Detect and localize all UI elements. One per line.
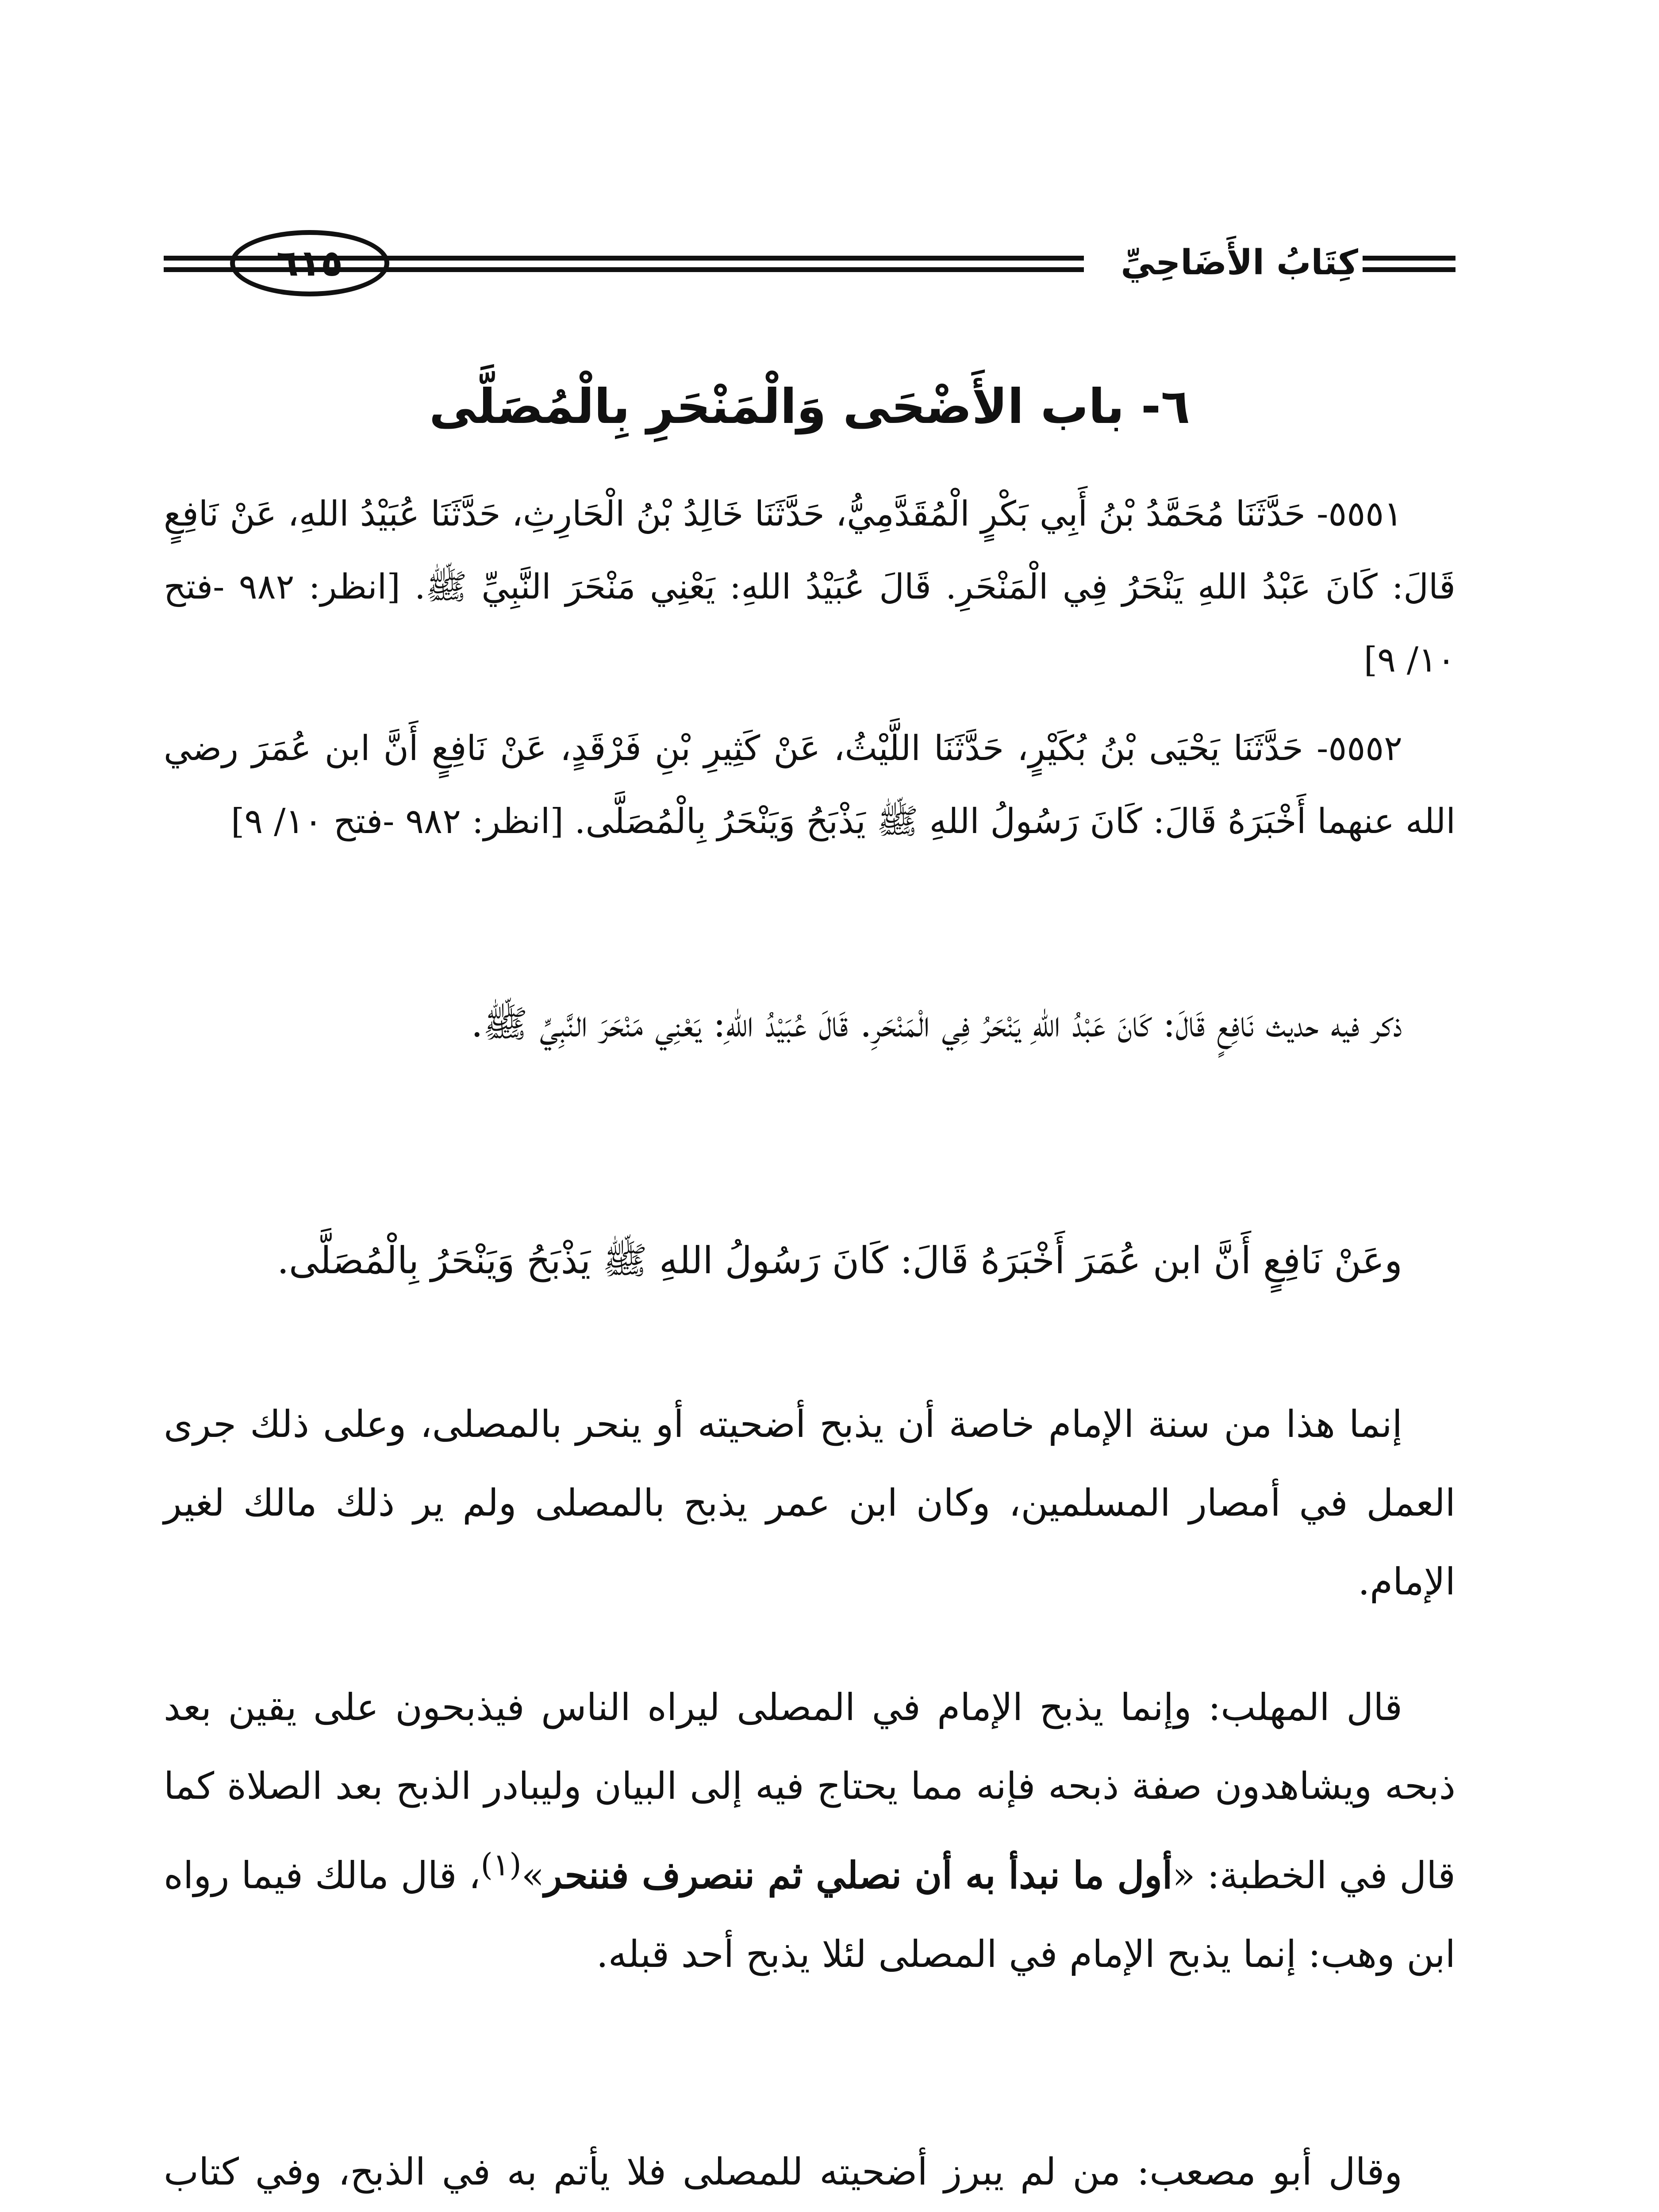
hadith-5552: ٥٥٥٢- حَدَّثَنَا يَحْيَى بْنُ بُكَيْرٍ، حَدَّثَنَا اللَّيْثُ، عَنْ كَثِيرِ بْنِ فَرْقَدٍ، عَنْ نَافِعٍ أَنَّ ابن عُمَرَ رضي الله عنهما أَخْبَرَهُ قَالَ: كَانَ رَسُولُ اللهِ ﷺ يَذْبَحُ وَيَنْحَرُ بِالْمُصَلَّى. [انظر: ٩٨٢ -فتح ١٠/ ٩] — [164, 729, 1455, 841]
commentary-text: قال المهلب: وإنما يذبح الإمام في المصلى ليراه الناس فيذبحون على يقين بعد ذبحه ويشاهدون صفة ذبحه فإنه مما يحتاج فيه إلى البيان وليبادر الذبح بعد الصلاة كما قال في الخطبة: « — [164, 1686, 1455, 1897]
running-header — [164, 230, 1455, 305]
commentary-paragraph: وعَنْ نَافِعٍ أَنَّ ابن عُمَرَ أَخْبَرَهُ قَالَ: كَانَ رَسُولُ اللهِ ﷺ يَذْبَحُ وَيَنْحَرُ بِالْمُصَلَّى. — [277, 1239, 1402, 1282]
quote-mark: » — [521, 1854, 545, 1897]
page-number-badge — [230, 230, 389, 296]
commentary-paragraph: ذكر فيه حديث نَافِعٍ قَالَ: كَانَ عَبْدُ اللهِ يَنْحَرُ فِي الْمَنْحَرِ. قَالَ عُبَيْدُ اللهِ: يَعْنِي مَنْحَرَ النَّبِيِّ ﷺ. — [471, 1002, 1402, 1045]
header-rule — [164, 267, 234, 272]
commentary-paragraph: وقال أبو مصعب: من لم يبرز أضحيته للمصلى فلا يأتم به في الذبح، وفي كتاب — [164, 2150, 1402, 2193]
running-header-title: كِتَابُ الأَضَاحِيِّ — [1121, 243, 1358, 283]
commentary-paragraph — [164, 1668, 1455, 1993]
hadith-quote: أول ما نبدأ به أن نصلي ثم ننصرف فننحر — [544, 1853, 1173, 1897]
page-number: ٦١٥ — [276, 242, 343, 284]
commentary-text: ، قال مالك فيما رواه ابن وهب: إنما يذبح الإمام في المصلى لئلا يذبح أحد قبله. — [164, 1854, 1455, 1976]
header-rule — [164, 256, 234, 261]
header-rule — [1363, 267, 1455, 272]
chapter-heading: ٦- باب الأَضْحَى وَالْمَنْحَرِ بِالْمُصَلَّى — [429, 379, 1190, 434]
hadith-5551: ٥٥٥١- حَدَّثَنَا مُحَمَّدُ بْنُ أَبِي بَكْرٍ الْمُقَدَّمِيُّ، حَدَّثَنَا خَالِدُ بْنُ الْحَارِثِ، حَدَّثَنَا عُبَيْدُ اللهِ، عَنْ نَافِعٍ قَالَ: كَانَ عَبْدُ اللهِ يَنْحَرُ فِي الْمَنْحَرِ. قَالَ عُبَيْدُ اللهِ: يَعْنِي مَنْحَرَ النَّبِيِّ ﷺ. [انظر: ٩٨٢ -فتح ١٠/ ٩] — [164, 494, 1455, 680]
header-rule — [1363, 256, 1455, 261]
footnote-reference[interactable]: (١) — [480, 1847, 522, 1883]
commentary-paragraph: إنما هذا من سنة الإمام خاصة أن يذبح أضحيته أو ينحر بالمصلى، وعلى ذلك جرى العمل في أمصار المسلمين، وكان ابن عمر يذبح بالمصلى ولم ير ذلك مالك لغير الإمام. — [164, 1402, 1455, 1603]
